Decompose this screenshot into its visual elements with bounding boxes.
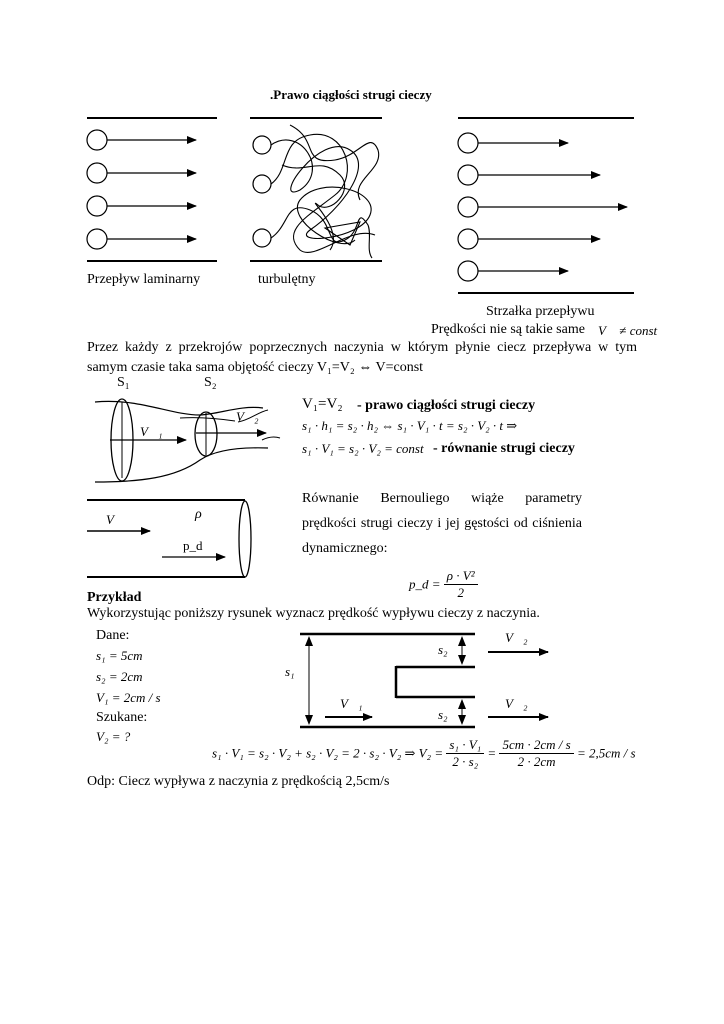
laminar-flow-figure <box>87 118 217 261</box>
solution-equation <box>212 737 636 770</box>
s2-label: S₂ <box>204 375 217 390</box>
v2-label: V⃗₂ <box>236 409 259 424</box>
velocity-profile-figure <box>458 118 634 293</box>
pd-formula <box>409 568 478 601</box>
answer: Odp: Ciecz wypływa z naczynia z prędkością 2,5cm/s <box>87 774 390 789</box>
speeds-caption: Prędkości nie są takie same <box>431 322 585 337</box>
turbulent-label: turbulętny <box>258 272 316 287</box>
given-s2: s₂ = 2cm <box>96 669 143 684</box>
sought-label: Szukane: <box>96 710 148 725</box>
pd-formula-den: 2 <box>457 585 464 600</box>
solution-frac1 <box>446 737 484 770</box>
pd-formula-fraction <box>444 568 478 601</box>
solution-equals: = <box>487 745 497 761</box>
arrow-caption: Strzałka przepływu <box>486 304 595 319</box>
speeds-formula: V⃗ ≠ const <box>598 323 658 338</box>
fig-v2-top-label: V⃗₂ <box>505 630 528 645</box>
given-label: Dane: <box>96 628 130 643</box>
pd-formula-lhs: p_d = <box>409 576 441 592</box>
fig-s2-top-label: s₂ <box>438 642 448 657</box>
pipe-v-label: V⃗ <box>106 512 125 527</box>
fig-s1-label: s₁ <box>285 664 295 679</box>
pipe-rho-label: ρ <box>195 507 202 522</box>
continuity-heading-label: - prawo ciągłości strugi cieczy <box>357 398 536 413</box>
laminar-label: Przepływ laminarny <box>87 272 201 287</box>
pd-formula-num: ρ · V² <box>444 568 478 585</box>
solution-lhs: s₁ · V₁ = s₂ · V₂ + s₂ · V₂ = 2 · s₂ · V₂ ⇒ V₂ = <box>212 745 444 761</box>
continuity-paragraph: Przez każdy z przekrojów poprzecznych naczynia w którym płynie ciecz przepływa w tym samym czasie taka sama objętość cieczy V₁=V₂ ⇔ V=const <box>87 340 637 375</box>
fig-v2-bottom-label: V⃗₂ <box>505 696 528 711</box>
fig-v1-label: V⃗₁ <box>340 696 363 711</box>
example-vessel-figure <box>300 634 548 727</box>
solution-frac1-den: 2 · s₂ <box>452 754 479 769</box>
example-heading: Przykład <box>87 590 142 605</box>
solution-result: = 2,5cm / s <box>576 745 636 761</box>
continuity-line3-eq: s₁ · V₁ = s₂ · V₂ = const <box>302 441 424 456</box>
given-v1: V₁ = 2cm / s <box>96 690 161 705</box>
page-title: .Prawo ciągłości strugi cieczy <box>270 87 432 102</box>
given-s1: s₁ = 5cm <box>96 648 143 663</box>
v1-label: V⃗₁ <box>140 424 163 439</box>
s1-label: S₁ <box>117 375 130 390</box>
bernoulli-text: Równanie Bernouliego wiąże parametry prędkości strugi cieczy i jej gęstości od ciśnienia dynamicznego: <box>302 491 582 556</box>
solution-frac2-den: 2 · 2cm <box>517 754 556 769</box>
continuity-heading-eq: V₁=V₂ <box>302 396 343 412</box>
example-task: Wykorzystując poniższy rysunek wyznacz prędkość wypływu cieczy z naczynia. <box>87 606 540 621</box>
continuity-line3-label: - równanie strugi cieczy <box>433 441 575 456</box>
continuity-line2: s₁ · h₁ = s₂ · h₂ ⇔ s₁ · V₁ · t = s₂ · V₂ · t ⇒ <box>302 418 518 433</box>
sought-v2: V₂ = ? <box>96 729 131 744</box>
turbulent-flow-figure <box>250 118 382 261</box>
fig-s2-bottom-label: s₂ <box>438 707 448 722</box>
solution-frac2 <box>499 737 573 770</box>
solution-frac2-num: 5cm · 2cm / s <box>499 737 573 754</box>
pipe-pd-label: p_d <box>183 538 203 553</box>
solution-frac1-num: s₁ · V₁ <box>446 737 484 754</box>
